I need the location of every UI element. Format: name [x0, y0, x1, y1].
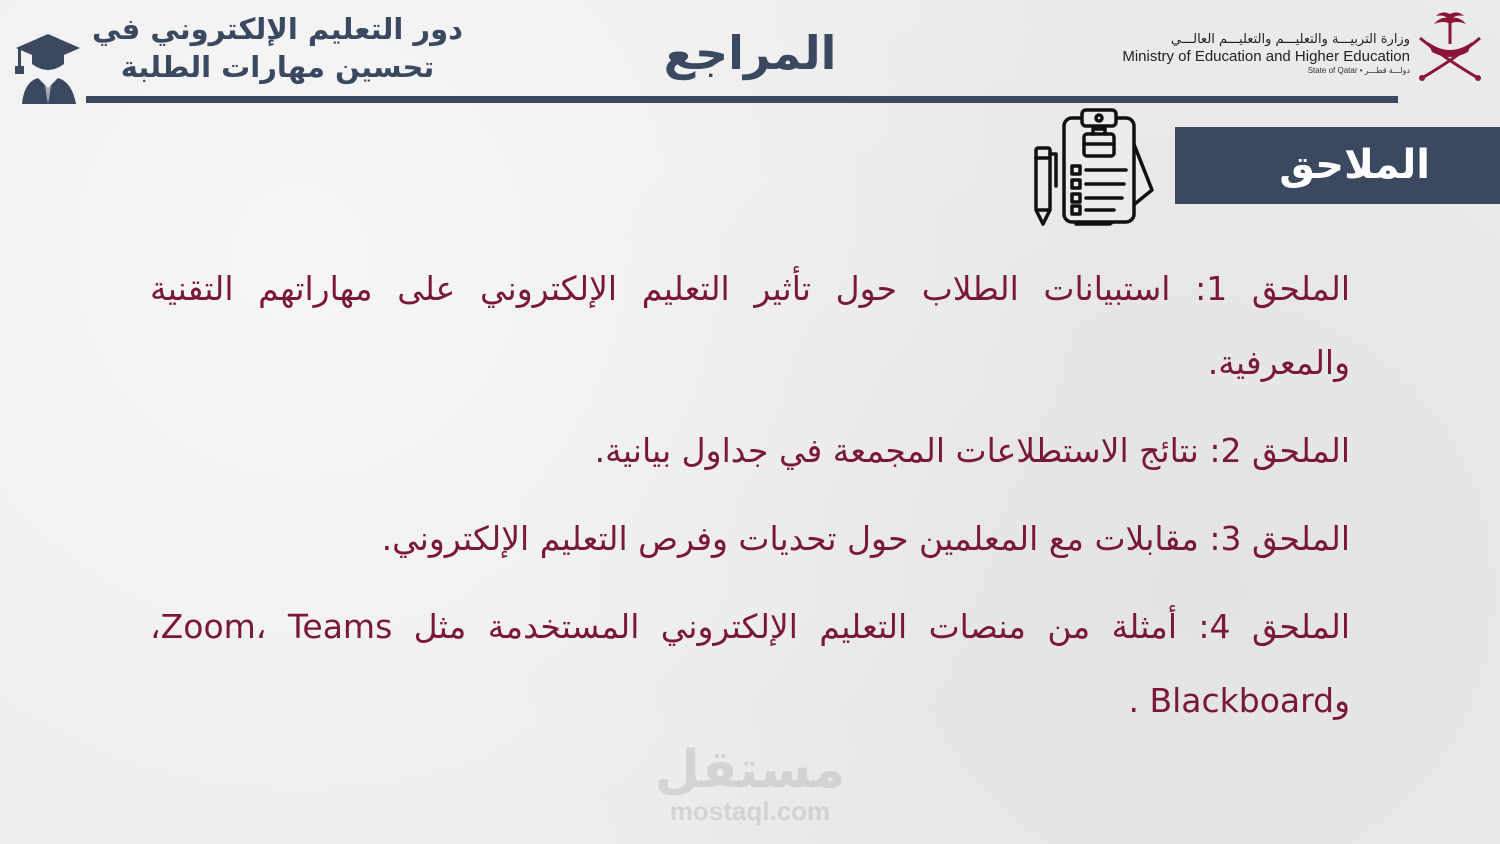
clipboard-checklist-icon [1030, 106, 1156, 228]
section-banner [1175, 127, 1500, 204]
ministry-name-english: Ministry of Education and Higher Education [1122, 48, 1410, 65]
appendix-list [150, 252, 1350, 752]
ministry-logo-text [1108, 32, 1410, 76]
watermark-url: mostaql.com [669, 796, 831, 826]
watermark [620, 742, 880, 824]
appendix-item-1: الملحق 1: استبيانات الطلاب حول تأثير التعليم الإلكتروني على مهاراتهم التقنية والمعرفية. [150, 269, 1350, 382]
graduate-cap-icon [14, 30, 82, 104]
header-subject-title [90, 10, 465, 86]
page-title: المراجع [663, 26, 837, 80]
state-emblem-icon [1414, 8, 1486, 82]
section-title: الملاحق [1279, 142, 1430, 188]
appendix-item-2: الملحق 2: نتائج الاستطلاعات المجمعة في جداول بيانية. [594, 431, 1350, 470]
header-divider [86, 96, 1398, 103]
appendix-item-4: الملحق 4: أمثلة من منصات التعليم الإلكتروني المستخدمة مثل Zoom، Teams، وBlackboard . [150, 607, 1351, 720]
appendix-item-3: الملحق 3: مقابلات مع المعلمين حول تحديات وفرص التعليم الإلكتروني. [381, 519, 1350, 558]
header-subject-line-2: تحسين مهارات الطلبة [120, 50, 435, 84]
watermark-arabic: مستقل [654, 740, 846, 800]
ministry-name-arabic: وزارة التربيـــة والتعليـــم والتعليـــم العالـــي [1170, 32, 1410, 47]
state-name: State of Qatar • دولـــة قطـــر [1307, 66, 1410, 75]
header-subject-line-1: دور التعليم الإلكتروني في [91, 12, 464, 46]
